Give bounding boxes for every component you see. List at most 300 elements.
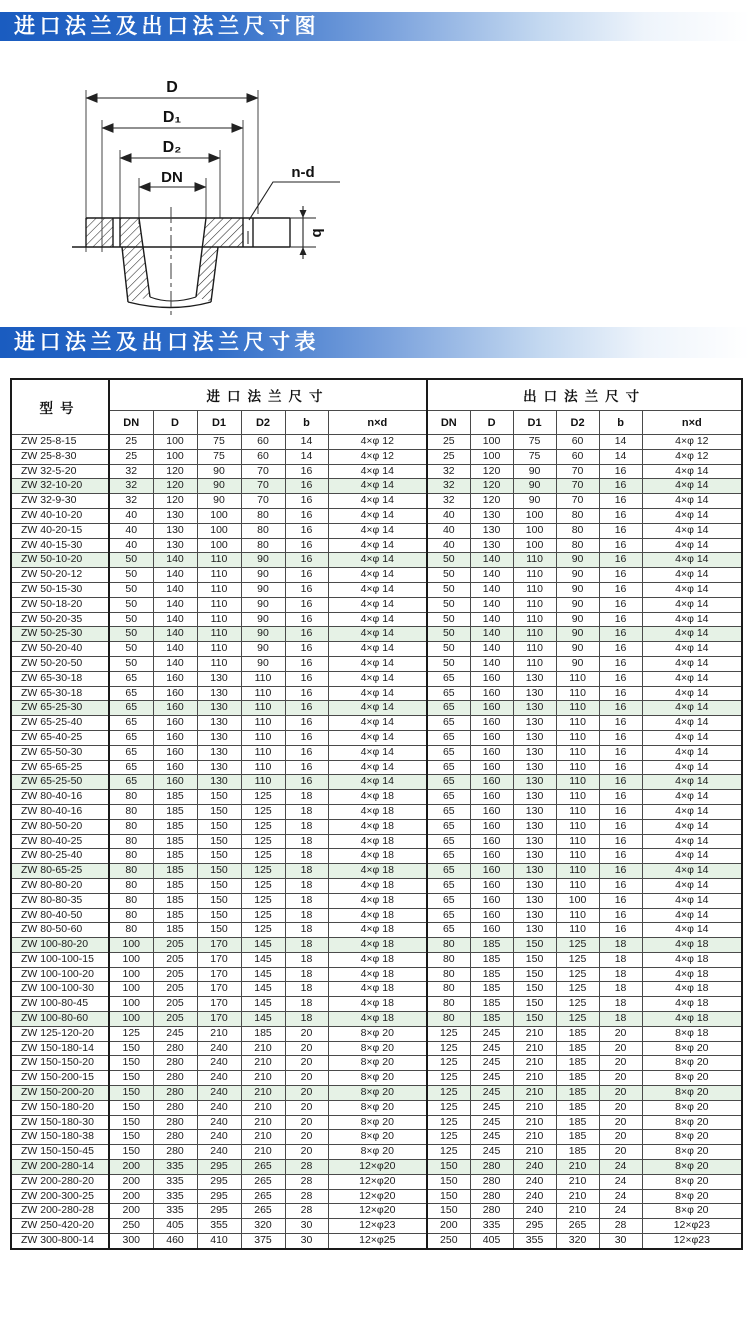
value-cell: 65 — [427, 701, 470, 716]
value-cell: 18 — [285, 834, 328, 849]
value-cell: 90 — [241, 597, 285, 612]
value-cell: 8×φ 20 — [328, 1071, 427, 1086]
value-cell: 4×φ 14 — [642, 849, 742, 864]
value-cell: 16 — [599, 582, 642, 597]
value-cell: 245 — [470, 1026, 513, 1041]
value-cell: 4×φ 14 — [328, 479, 427, 494]
value-cell: 50 — [427, 553, 470, 568]
value-cell: 245 — [470, 1115, 513, 1130]
value-cell: 210 — [513, 1130, 556, 1145]
value-cell: 8×φ 20 — [642, 1174, 742, 1189]
value-cell: 4×φ 14 — [642, 745, 742, 760]
flange-dimension-table — [10, 378, 740, 1250]
value-cell: 4×φ 18 — [328, 819, 427, 834]
value-cell: 20 — [285, 1071, 328, 1086]
value-cell: 4×φ 14 — [328, 701, 427, 716]
value-cell: 110 — [556, 671, 599, 686]
value-cell: 170 — [197, 997, 241, 1012]
value-cell: 245 — [470, 1086, 513, 1101]
value-cell: 150 — [197, 804, 241, 819]
value-cell: 32 — [109, 494, 153, 509]
value-cell: 4×φ 14 — [642, 508, 742, 523]
value-cell: 150 — [109, 1115, 153, 1130]
value-cell: 280 — [153, 1086, 197, 1101]
value-cell: 65 — [427, 878, 470, 893]
value-cell: 14 — [599, 435, 642, 450]
value-cell: 160 — [470, 819, 513, 834]
table-row — [11, 967, 742, 982]
value-cell: 160 — [470, 804, 513, 819]
value-cell: 130 — [513, 701, 556, 716]
value-cell: 20 — [599, 1071, 642, 1086]
table-row — [11, 642, 742, 657]
value-cell: 65 — [427, 760, 470, 775]
dim-label-dn: DN — [161, 169, 183, 186]
table-row — [11, 849, 742, 864]
value-cell: 14 — [285, 449, 328, 464]
value-cell: 100 — [153, 435, 197, 450]
model-cell: ZW 80-40-16 — [11, 790, 109, 805]
value-cell: 80 — [109, 923, 153, 938]
value-cell: 240 — [513, 1189, 556, 1204]
value-cell: 8×φ 20 — [642, 1115, 742, 1130]
value-cell: 4×φ 14 — [642, 642, 742, 657]
value-cell: 160 — [470, 716, 513, 731]
hatched-sections — [86, 218, 243, 302]
table-row — [11, 553, 742, 568]
value-cell: 185 — [556, 1115, 599, 1130]
model-cell: ZW 50-25-30 — [11, 627, 109, 642]
value-cell: 145 — [241, 952, 285, 967]
value-cell: 4×φ 18 — [328, 1012, 427, 1027]
value-cell: 150 — [197, 849, 241, 864]
value-cell: 20 — [599, 1026, 642, 1041]
model-cell: ZW 100-100-30 — [11, 982, 109, 997]
value-cell: 4×φ 14 — [642, 553, 742, 568]
value-cell: 210 — [556, 1174, 599, 1189]
value-cell: 4×φ 18 — [328, 864, 427, 879]
value-cell: 160 — [153, 745, 197, 760]
value-cell: 65 — [109, 701, 153, 716]
value-cell: 20 — [285, 1100, 328, 1115]
value-cell: 40 — [427, 508, 470, 523]
value-cell: 125 — [241, 923, 285, 938]
value-cell: 100 — [109, 982, 153, 997]
value-cell: 24 — [599, 1189, 642, 1204]
value-cell: 4×φ 14 — [328, 745, 427, 760]
value-cell: 18 — [285, 849, 328, 864]
value-cell: 140 — [153, 568, 197, 583]
value-cell: 130 — [197, 760, 241, 775]
col-header-d2: D2 — [241, 411, 285, 435]
flange-diagram — [0, 0, 450, 322]
value-cell: 4×φ 18 — [642, 967, 742, 982]
value-cell: 24 — [599, 1204, 642, 1219]
value-cell: 20 — [599, 1145, 642, 1160]
value-cell: 80 — [556, 538, 599, 553]
table-row — [11, 612, 742, 627]
value-cell: 16 — [599, 893, 642, 908]
value-cell: 32 — [427, 494, 470, 509]
value-cell: 150 — [109, 1041, 153, 1056]
value-cell: 110 — [513, 597, 556, 612]
value-cell: 90 — [241, 582, 285, 597]
value-cell: 280 — [153, 1130, 197, 1145]
value-cell: 12×φ20 — [328, 1160, 427, 1175]
value-cell: 16 — [285, 701, 328, 716]
value-cell: 16 — [599, 775, 642, 790]
value-cell: 125 — [427, 1145, 470, 1160]
value-cell: 80 — [427, 967, 470, 982]
value-cell: 130 — [513, 878, 556, 893]
value-cell: 100 — [109, 1012, 153, 1027]
value-cell: 160 — [470, 671, 513, 686]
value-cell: 110 — [556, 775, 599, 790]
value-cell: 18 — [599, 997, 642, 1012]
value-cell: 28 — [285, 1189, 328, 1204]
value-cell: 16 — [599, 612, 642, 627]
value-cell: 210 — [556, 1189, 599, 1204]
model-cell: ZW 200-280-14 — [11, 1160, 109, 1175]
table-row — [11, 1160, 742, 1175]
model-cell: ZW 65-25-30 — [11, 701, 109, 716]
value-cell: 145 — [241, 967, 285, 982]
value-cell: 355 — [513, 1234, 556, 1249]
model-cell: ZW 300-800-14 — [11, 1234, 109, 1249]
value-cell: 90 — [556, 656, 599, 671]
value-cell: 20 — [599, 1115, 642, 1130]
value-cell: 150 — [109, 1130, 153, 1145]
value-cell: 4×φ 12 — [328, 435, 427, 450]
value-cell: 130 — [513, 849, 556, 864]
value-cell: 16 — [285, 716, 328, 731]
value-cell: 280 — [153, 1056, 197, 1071]
value-cell: 65 — [427, 819, 470, 834]
value-cell: 130 — [513, 716, 556, 731]
value-cell: 110 — [197, 612, 241, 627]
value-cell: 50 — [427, 642, 470, 657]
value-cell: 110 — [556, 760, 599, 775]
value-cell: 65 — [109, 775, 153, 790]
value-cell: 200 — [109, 1174, 153, 1189]
value-cell: 25 — [427, 435, 470, 450]
value-cell: 130 — [513, 745, 556, 760]
value-cell: 80 — [427, 938, 470, 953]
value-cell: 65 — [427, 834, 470, 849]
model-cell: ZW 50-20-40 — [11, 642, 109, 657]
value-cell: 150 — [109, 1056, 153, 1071]
value-cell: 16 — [599, 908, 642, 923]
value-cell: 16 — [599, 760, 642, 775]
dim-label-d: D — [166, 79, 178, 96]
value-cell: 125 — [556, 967, 599, 982]
col-header-dn: DN — [109, 411, 153, 435]
value-cell: 185 — [556, 1071, 599, 1086]
value-cell: 4×φ 14 — [328, 627, 427, 642]
value-cell: 14 — [599, 449, 642, 464]
value-cell: 185 — [470, 967, 513, 982]
value-cell: 210 — [197, 1026, 241, 1041]
value-cell: 150 — [427, 1160, 470, 1175]
value-cell: 18 — [285, 819, 328, 834]
value-cell: 8×φ 20 — [328, 1041, 427, 1056]
value-cell: 140 — [470, 568, 513, 583]
value-cell: 65 — [109, 716, 153, 731]
value-cell: 160 — [470, 908, 513, 923]
value-cell: 70 — [556, 464, 599, 479]
table-row — [11, 745, 742, 760]
value-cell: 125 — [427, 1130, 470, 1145]
value-cell: 4×φ 18 — [328, 790, 427, 805]
value-cell: 130 — [197, 775, 241, 790]
value-cell: 130 — [197, 716, 241, 731]
value-cell: 210 — [513, 1041, 556, 1056]
model-cell: ZW 50-20-35 — [11, 612, 109, 627]
value-cell: 12×φ23 — [642, 1219, 742, 1234]
value-cell: 130 — [513, 923, 556, 938]
col-header-b: b — [599, 411, 642, 435]
value-cell: 335 — [470, 1219, 513, 1234]
value-cell: 110 — [241, 716, 285, 731]
value-cell: 70 — [241, 479, 285, 494]
value-cell: 130 — [197, 745, 241, 760]
value-cell: 60 — [556, 435, 599, 450]
value-cell: 70 — [241, 494, 285, 509]
value-cell: 8×φ 20 — [642, 1130, 742, 1145]
table-row — [11, 1189, 742, 1204]
value-cell: 130 — [513, 908, 556, 923]
value-cell: 16 — [285, 553, 328, 568]
value-cell: 16 — [599, 656, 642, 671]
value-cell: 160 — [470, 760, 513, 775]
value-cell: 16 — [599, 864, 642, 879]
value-cell: 280 — [153, 1041, 197, 1056]
value-cell: 100 — [197, 523, 241, 538]
value-cell: 20 — [599, 1086, 642, 1101]
value-cell: 210 — [513, 1145, 556, 1160]
value-cell: 16 — [599, 834, 642, 849]
value-cell: 28 — [285, 1160, 328, 1175]
value-cell: 110 — [241, 686, 285, 701]
table-row — [11, 671, 742, 686]
value-cell: 210 — [241, 1115, 285, 1130]
value-cell: 12×φ23 — [642, 1234, 742, 1249]
value-cell: 16 — [285, 671, 328, 686]
value-cell: 65 — [109, 686, 153, 701]
value-cell: 185 — [470, 997, 513, 1012]
value-cell: 18 — [285, 952, 328, 967]
value-cell: 4×φ 14 — [642, 464, 742, 479]
value-cell: 18 — [599, 982, 642, 997]
value-cell: 4×φ 14 — [642, 923, 742, 938]
value-cell: 8×φ 20 — [642, 1056, 742, 1071]
value-cell: 32 — [427, 479, 470, 494]
value-cell: 100 — [197, 508, 241, 523]
value-cell: 150 — [427, 1189, 470, 1204]
col-header-d2: D2 — [556, 411, 599, 435]
value-cell: 250 — [427, 1234, 470, 1249]
value-cell: 18 — [285, 997, 328, 1012]
value-cell: 4×φ 14 — [642, 908, 742, 923]
value-cell: 60 — [241, 435, 285, 450]
value-cell: 295 — [197, 1189, 241, 1204]
value-cell: 185 — [556, 1026, 599, 1041]
table-row — [11, 938, 742, 953]
value-cell: 65 — [427, 686, 470, 701]
model-cell: ZW 250-420-20 — [11, 1219, 109, 1234]
dim-label-d1: D₁ — [162, 109, 182, 126]
table-row — [11, 523, 742, 538]
table-row — [11, 908, 742, 923]
value-cell: 18 — [285, 967, 328, 982]
value-cell: 130 — [197, 701, 241, 716]
value-cell: 20 — [599, 1130, 642, 1145]
value-cell: 40 — [109, 538, 153, 553]
table-row — [11, 1145, 742, 1160]
value-cell: 335 — [153, 1189, 197, 1204]
value-cell: 80 — [109, 790, 153, 805]
model-cell: ZW 150-180-38 — [11, 1130, 109, 1145]
value-cell: 120 — [153, 479, 197, 494]
model-cell: ZW 150-180-14 — [11, 1041, 109, 1056]
model-cell: ZW 150-150-45 — [11, 1145, 109, 1160]
value-cell: 170 — [197, 982, 241, 997]
value-cell: 50 — [109, 568, 153, 583]
value-cell: 210 — [513, 1086, 556, 1101]
value-cell: 4×φ 14 — [328, 494, 427, 509]
value-cell: 245 — [470, 1056, 513, 1071]
table-row — [11, 1012, 742, 1027]
value-cell: 30 — [285, 1219, 328, 1234]
value-cell: 185 — [470, 1012, 513, 1027]
value-cell: 130 — [513, 686, 556, 701]
value-cell: 170 — [197, 967, 241, 982]
value-cell: 4×φ 12 — [642, 435, 742, 450]
value-cell: 18 — [285, 878, 328, 893]
value-cell: 130 — [470, 523, 513, 538]
value-cell: 65 — [109, 730, 153, 745]
table-row — [11, 464, 742, 479]
value-cell: 16 — [285, 494, 328, 509]
value-cell: 18 — [285, 908, 328, 923]
value-cell: 130 — [513, 775, 556, 790]
value-cell: 65 — [427, 775, 470, 790]
value-cell: 200 — [109, 1160, 153, 1175]
dim-label-b: b — [309, 228, 326, 238]
value-cell: 210 — [556, 1160, 599, 1175]
value-cell: 16 — [599, 494, 642, 509]
value-cell: 150 — [513, 1012, 556, 1027]
value-cell: 110 — [197, 642, 241, 657]
value-cell: 65 — [427, 804, 470, 819]
model-cell: ZW 40-15-30 — [11, 538, 109, 553]
value-cell: 110 — [556, 819, 599, 834]
value-cell: 160 — [470, 686, 513, 701]
value-cell: 4×φ 14 — [642, 790, 742, 805]
value-cell: 4×φ 18 — [642, 1012, 742, 1027]
value-cell: 100 — [109, 952, 153, 967]
value-cell: 160 — [470, 730, 513, 745]
value-cell: 200 — [427, 1219, 470, 1234]
table-row — [11, 1086, 742, 1101]
model-cell: ZW 100-100-20 — [11, 967, 109, 982]
value-cell: 16 — [285, 627, 328, 642]
value-cell: 335 — [153, 1174, 197, 1189]
value-cell: 110 — [556, 908, 599, 923]
value-cell: 16 — [285, 568, 328, 583]
value-cell: 16 — [599, 790, 642, 805]
value-cell: 100 — [556, 893, 599, 908]
nd-callout — [249, 182, 340, 220]
value-cell: 210 — [556, 1204, 599, 1219]
value-cell: 185 — [153, 908, 197, 923]
value-cell: 130 — [513, 864, 556, 879]
table-row — [11, 449, 742, 464]
value-cell: 8×φ 20 — [328, 1145, 427, 1160]
value-cell: 160 — [470, 790, 513, 805]
value-cell: 90 — [241, 627, 285, 642]
value-cell: 125 — [109, 1026, 153, 1041]
value-cell: 200 — [109, 1189, 153, 1204]
value-cell: 4×φ 14 — [328, 582, 427, 597]
value-cell: 145 — [241, 1012, 285, 1027]
value-cell: 4×φ 14 — [328, 508, 427, 523]
model-cell: ZW 65-25-50 — [11, 775, 109, 790]
value-cell: 125 — [556, 982, 599, 997]
model-cell: ZW 50-20-12 — [11, 568, 109, 583]
value-cell: 130 — [513, 804, 556, 819]
table-row — [11, 656, 742, 671]
value-cell: 160 — [470, 849, 513, 864]
value-cell: 4×φ 14 — [642, 582, 742, 597]
value-cell: 18 — [285, 804, 328, 819]
value-cell: 32 — [109, 464, 153, 479]
value-cell: 130 — [513, 834, 556, 849]
value-cell: 80 — [556, 508, 599, 523]
value-cell: 50 — [427, 627, 470, 642]
value-cell: 20 — [285, 1056, 328, 1071]
value-cell: 20 — [285, 1115, 328, 1130]
value-cell: 110 — [556, 923, 599, 938]
flange-drawing — [0, 0, 450, 322]
table-row — [11, 1130, 742, 1145]
value-cell: 90 — [556, 612, 599, 627]
value-cell: 4×φ 18 — [642, 982, 742, 997]
value-cell: 12×φ25 — [328, 1234, 427, 1249]
value-cell: 25 — [109, 435, 153, 450]
value-cell: 160 — [153, 701, 197, 716]
value-cell: 110 — [513, 627, 556, 642]
value-cell: 150 — [109, 1145, 153, 1160]
value-cell: 150 — [197, 790, 241, 805]
value-cell: 240 — [197, 1130, 241, 1145]
value-cell: 210 — [241, 1056, 285, 1071]
value-cell: 4×φ 14 — [642, 597, 742, 612]
value-cell: 125 — [427, 1026, 470, 1041]
table-row — [11, 760, 742, 775]
value-cell: 32 — [109, 479, 153, 494]
value-cell: 280 — [153, 1115, 197, 1130]
model-cell: ZW 32-5-20 — [11, 464, 109, 479]
value-cell: 265 — [556, 1219, 599, 1234]
value-cell: 20 — [599, 1041, 642, 1056]
value-cell: 130 — [513, 893, 556, 908]
model-cell: ZW 65-30-18 — [11, 686, 109, 701]
value-cell: 16 — [599, 730, 642, 745]
value-cell: 16 — [599, 508, 642, 523]
value-cell: 185 — [153, 834, 197, 849]
value-cell: 100 — [470, 435, 513, 450]
